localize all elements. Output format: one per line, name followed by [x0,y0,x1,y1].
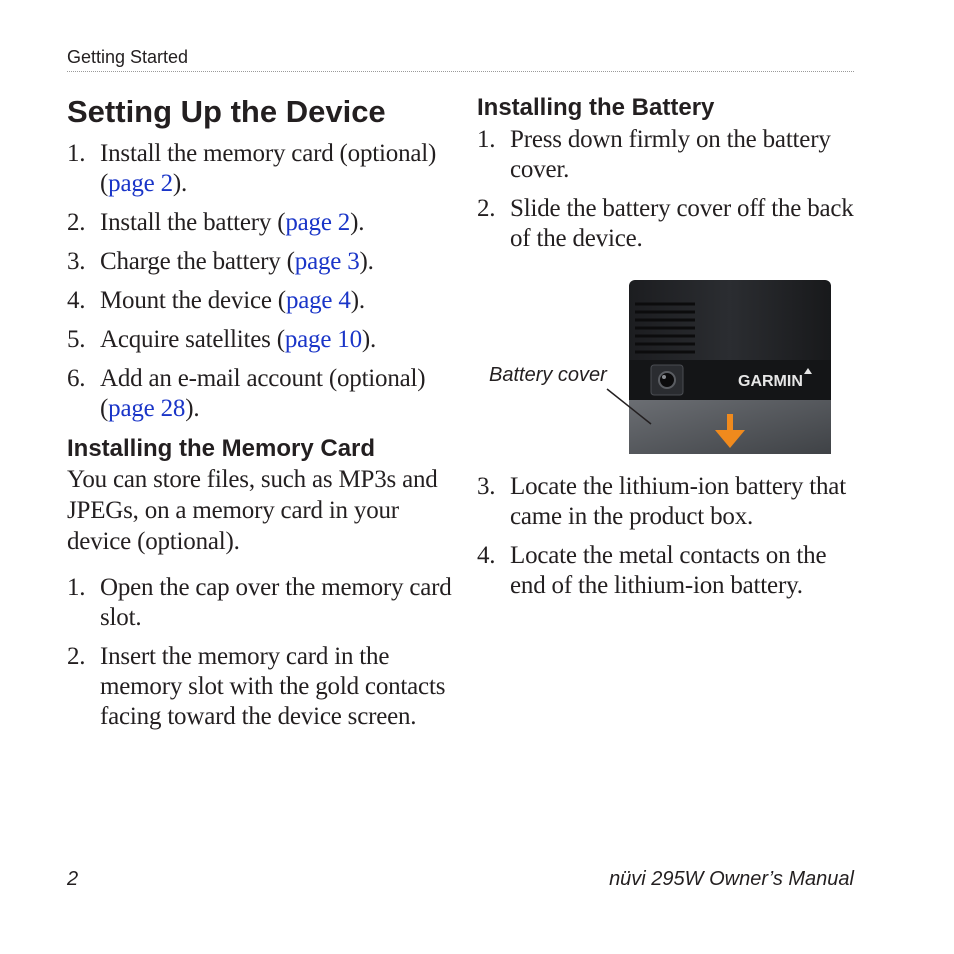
battery-steps-list-continued [477,472,857,601]
page-number: 2 [67,868,79,890]
battery-heading: Installing the Battery [477,94,715,121]
page-link[interactable]: page 3 [294,248,360,275]
setup-step: 2. Install the battery (page 2). [67,209,365,236]
right-column [477,93,857,610]
battery-step: 4. Locate the metal contacts on the end of the lithium-ion battery. [477,542,827,599]
memory-card-steps-list [67,573,452,732]
setup-step: 3. Charge the battery (page 3). [67,248,374,275]
setup-step: 6. Add an e-mail account (optional) (page 28). [67,365,426,422]
manual-title: nüvi 295W Owner’s Manual [609,868,854,890]
battery-step: 1. Press down firmly on the battery cover. [477,126,831,183]
battery-cover-callout: Battery cover [489,364,607,386]
setup-step: 1. Install the memory card (optional) (page 2). [67,140,437,197]
header-divider [67,71,854,72]
setup-steps-list [67,139,452,424]
memory-card-intro: You can store files, such as MP3s and JPEGs, on a memory card in your device (optional). [67,466,438,555]
page-link[interactable]: page 2 [108,170,173,197]
memory-card-step: 2. Insert the memory card in the memory slot with the gold contacts facing toward the device screen. [67,643,446,730]
page-link[interactable]: page 10 [284,326,362,353]
setup-step: 4. Mount the device (page 4). [67,287,365,314]
brand-logo: GARMIN [738,373,803,390]
battery-steps-list [477,125,857,254]
page-link[interactable]: page 28 [108,395,186,422]
page-link[interactable]: page 4 [285,287,351,314]
page-link[interactable]: page 2 [285,209,351,236]
battery-step: 2. Slide the battery cover off the back of the device. [477,195,854,252]
battery-step: 3. Locate the lithium-ion battery that came in the product box. [477,473,846,530]
setup-step: 5. Acquire satellites (page 10). [67,326,377,353]
memory-card-step: 1. Open the cap over the memory card slot. [67,574,452,631]
left-column [67,93,452,741]
battery-cover-figure [477,276,857,454]
running-header: Getting Started [67,47,189,67]
memory-card-heading: Installing the Memory Card [67,435,376,462]
page-title: Setting Up the Device [67,94,386,129]
